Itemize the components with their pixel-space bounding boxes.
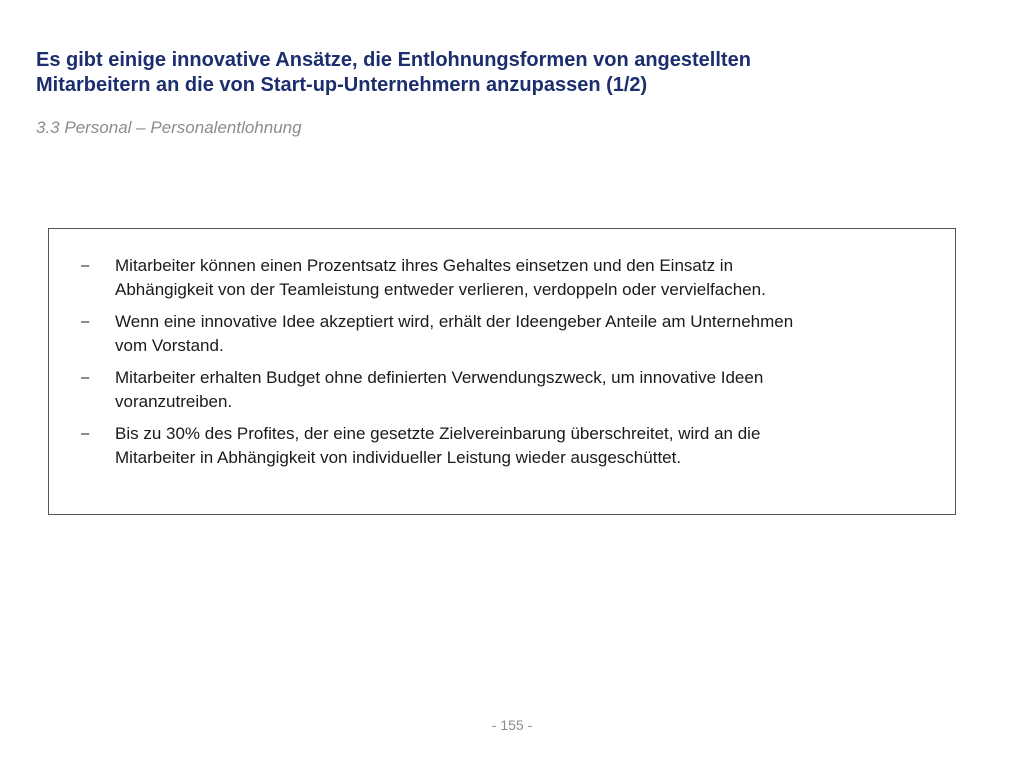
bullet-4-line-1: Bis zu 30% des Profites, der eine gesetzte Zielvereinbarung überschreitet, wird an die [115,424,761,443]
bullet-1-line-1: Mitarbeiter können einen Prozentsatz ihres Gehaltes einsetzen und den Einsatz in [115,256,734,275]
slide-title-line-2: Mitarbeitern an die von Start-up-Unternehmern anzupassen (1/2) [36,74,648,96]
bullet-item-2 [81,310,941,358]
slide-title-line-1: Es gibt einige innovative Ansätze, die Entlohnungsformen von angestellten [36,49,751,71]
bullet-3-line-2: voranzutreiben. [115,392,233,411]
dash-bullet-icon: – [81,313,90,330]
bullet-item-1 [81,254,941,302]
bullet-2-line-2: vom Vorstand. [115,336,224,355]
bullet-text-3 [115,366,941,414]
bullet-text-2 [115,310,941,358]
bullet-text-1 [115,254,941,302]
page-number: - 155 - [491,717,533,733]
bullet-2-line-1: Wenn eine innovative Idee akzeptiert wird, erhält der Ideengeber Anteile am Unternehmen [115,312,794,331]
bullet-item-4 [81,422,941,470]
bullet-item-3 [81,366,941,414]
slide-title [36,48,966,98]
slide-subtitle: 3.3 Personal – Personalentlohnung [36,118,302,137]
content-box [48,228,956,515]
bullet-1-line-2: Abhängigkeit von der Teamleistung entweder verlieren, verdoppeln oder vervielfachen. [115,280,766,299]
dash-bullet-icon: – [81,257,90,274]
dash-bullet-icon: – [81,369,90,386]
bullet-4-line-2: Mitarbeiter in Abhängigkeit von individueller Leistung wieder ausgeschüttet. [115,448,682,467]
bullet-3-line-1: Mitarbeiter erhalten Budget ohne definierten Verwendungszweck, um innovative Ideen [115,368,764,387]
bullet-list [81,254,941,478]
dash-bullet-icon: – [81,425,90,442]
bullet-text-4 [115,422,941,470]
